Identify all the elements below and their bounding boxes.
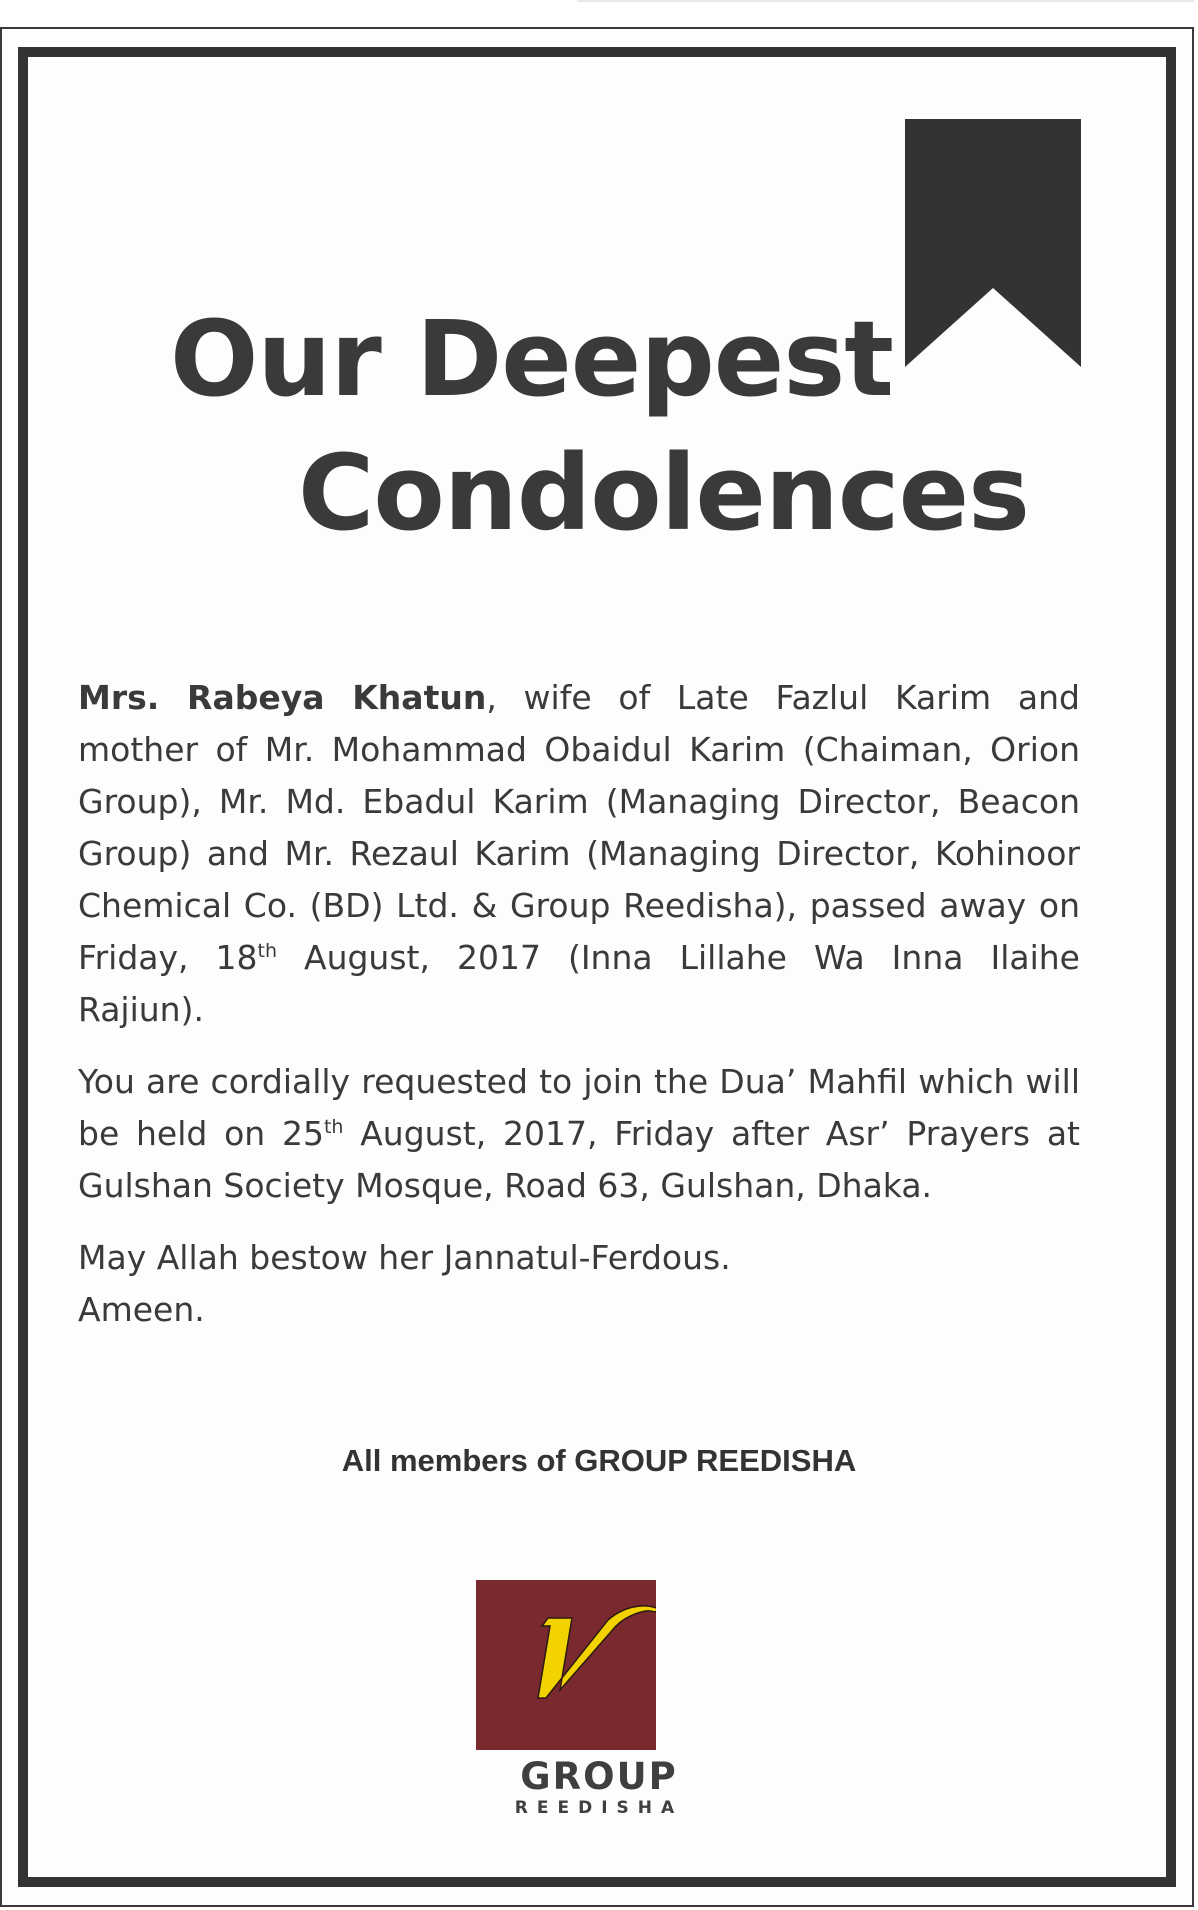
logo-wordmark-reedisha: REEDISHA bbox=[514, 1798, 684, 1818]
dua-text-b: August, 2017, Friday after Asr’ Prayers at Gulshan Society Mosque, Road 63, Gulshan, Dhaka. bbox=[78, 1114, 1080, 1205]
mourning-ribbon-icon bbox=[905, 119, 1081, 367]
obituary-text-a: , wife of Late Fazlul Karim and mother of Mr. Mohammad Obaidul Karim (Chaiman, Orion Group), Mr. Md. Ebadul Karim (Managing Director, Beacon Group) and Mr. Rezaul Karim (Managing Director, Kohinoor Chemical Co. (BD) Ltd. & Group Reedisha), passed away on Friday, 18 bbox=[78, 678, 1080, 977]
obituary-text-b: August, 2017 (Inna Lillahe Wa Inna Ilaihe Rajiun). bbox=[78, 938, 1080, 1029]
date-suffix: th bbox=[257, 940, 277, 962]
ameen-line: Ameen. bbox=[78, 1290, 205, 1329]
heading-line-1: Our Deepest bbox=[170, 298, 893, 420]
date-suffix: th bbox=[323, 1116, 344, 1138]
group-reedisha-logo-icon bbox=[476, 1580, 656, 1750]
obituary-paragraph bbox=[78, 672, 1080, 1036]
prayer-line: May Allah bestow her Jannatul-Ferdous. bbox=[78, 1238, 731, 1277]
signature: All members of GROUP REEDISHA bbox=[341, 1443, 857, 1478]
deceased-name: Mrs. Rabeya Khatun bbox=[78, 678, 487, 717]
heading-line-2: Condolences bbox=[298, 432, 1030, 554]
dua-text-a: You are cordially requested to join the Dua’ Mahfil which will be held on 25 bbox=[78, 1062, 1080, 1153]
dua-mahfil-paragraph bbox=[78, 1056, 1080, 1212]
announcement-body bbox=[78, 672, 1080, 1336]
logo-wordmark-group: GROUP bbox=[520, 1755, 678, 1798]
top-rule bbox=[577, 0, 1194, 2]
